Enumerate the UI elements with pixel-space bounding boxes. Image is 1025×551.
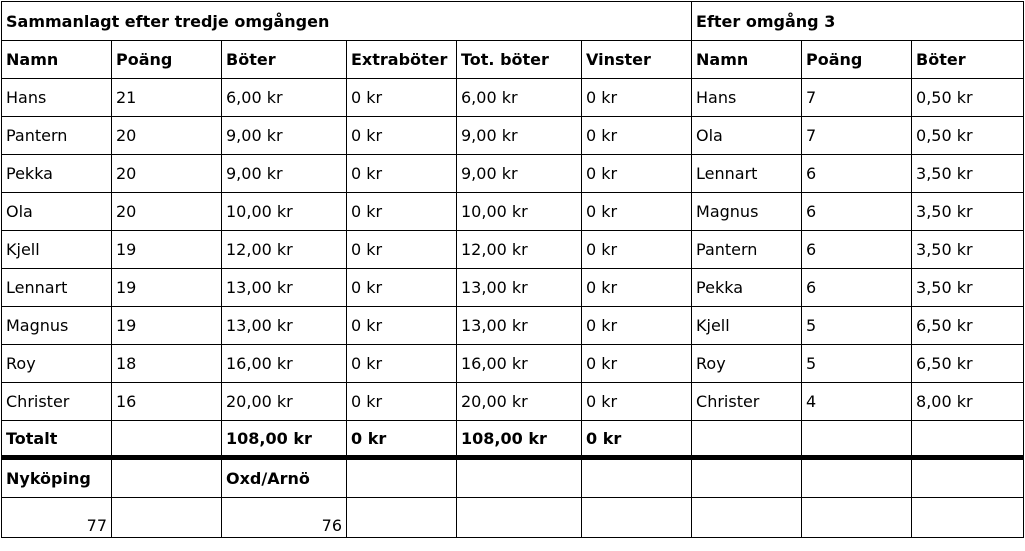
total-cell-empty — [692, 421, 802, 458]
cell-right-boter: 3,50 kr — [912, 269, 1024, 307]
total-cell-empty — [112, 421, 222, 458]
header-right-poang: Poäng — [802, 41, 912, 79]
table-row — [2, 117, 1024, 155]
cell-boter: 9,00 kr — [222, 155, 347, 193]
cell-vinster: 0 kr — [582, 155, 692, 193]
cell-right-name: Pantern — [692, 231, 802, 269]
total-row — [2, 421, 1024, 458]
header-right-namn: Namn — [692, 41, 802, 79]
cell-right-boter: 3,50 kr — [912, 231, 1024, 269]
team-score-row — [2, 498, 1024, 538]
empty-cell — [457, 498, 582, 538]
cell-poang: 19 — [112, 231, 222, 269]
cell-name: Pantern — [2, 117, 112, 155]
empty-cell — [692, 498, 802, 538]
results-table — [1, 1, 1024, 538]
total-label: Totalt — [2, 421, 112, 458]
empty-cell — [692, 458, 802, 498]
header-namn: Namn — [2, 41, 112, 79]
cell-right-boter: 6,50 kr — [912, 307, 1024, 345]
header-extraboter: Extraböter — [347, 41, 457, 79]
cell-tot-boter: 10,00 kr — [457, 193, 582, 231]
cell-right-name: Kjell — [692, 307, 802, 345]
cell-poang: 19 — [112, 307, 222, 345]
cell-boter: 20,00 kr — [222, 383, 347, 421]
table-row — [2, 345, 1024, 383]
cell-right-poang: 5 — [802, 345, 912, 383]
cell-right-boter: 3,50 kr — [912, 193, 1024, 231]
cell-right-name: Lennart — [692, 155, 802, 193]
cell-vinster: 0 kr — [582, 345, 692, 383]
cell-right-poang: 6 — [802, 231, 912, 269]
empty-cell — [912, 498, 1024, 538]
empty-cell — [112, 498, 222, 538]
total-cell-empty — [802, 421, 912, 458]
cell-name: Lennart — [2, 269, 112, 307]
empty-cell — [582, 458, 692, 498]
header-right-boter: Böter — [912, 41, 1024, 79]
empty-cell — [347, 458, 457, 498]
cell-right-name: Magnus — [692, 193, 802, 231]
header-row — [2, 41, 1024, 79]
team1-score: 77 — [2, 498, 112, 538]
cell-name: Magnus — [2, 307, 112, 345]
cell-vinster: 0 kr — [582, 307, 692, 345]
cell-tot-boter: 6,00 kr — [457, 79, 582, 117]
total-extraboter: 0 kr — [347, 421, 457, 458]
cell-boter: 16,00 kr — [222, 345, 347, 383]
cell-right-boter: 3,50 kr — [912, 155, 1024, 193]
empty-cell — [457, 458, 582, 498]
cell-tot-boter: 12,00 kr — [457, 231, 582, 269]
cell-extraboter: 0 kr — [347, 231, 457, 269]
cell-name: Christer — [2, 383, 112, 421]
cell-extraboter: 0 kr — [347, 117, 457, 155]
section-title-row — [2, 2, 1024, 41]
table-row — [2, 231, 1024, 269]
cell-right-name: Hans — [692, 79, 802, 117]
cell-boter: 12,00 kr — [222, 231, 347, 269]
table-row — [2, 307, 1024, 345]
cell-boter: 13,00 kr — [222, 269, 347, 307]
header-poang: Poäng — [112, 41, 222, 79]
cell-right-poang: 6 — [802, 155, 912, 193]
cell-extraboter: 0 kr — [347, 269, 457, 307]
cell-extraboter: 0 kr — [347, 307, 457, 345]
cell-right-poang: 7 — [802, 117, 912, 155]
cell-right-boter: 0,50 kr — [912, 117, 1024, 155]
empty-cell — [802, 458, 912, 498]
cell-boter: 10,00 kr — [222, 193, 347, 231]
team1-name: Nyköping — [2, 458, 112, 498]
team-name-row — [2, 458, 1024, 498]
cell-extraboter: 0 kr — [347, 79, 457, 117]
table-row — [2, 193, 1024, 231]
cell-tot-boter: 13,00 kr — [457, 269, 582, 307]
empty-cell — [912, 458, 1024, 498]
left-section-title: Sammanlagt efter tredje omgången — [2, 2, 692, 41]
cell-boter: 13,00 kr — [222, 307, 347, 345]
total-tot-boter: 108,00 kr — [457, 421, 582, 458]
cell-right-poang: 6 — [802, 193, 912, 231]
total-vinster: 0 kr — [582, 421, 692, 458]
cell-vinster: 0 kr — [582, 383, 692, 421]
total-boter: 108,00 kr — [222, 421, 347, 458]
cell-name: Pekka — [2, 155, 112, 193]
cell-vinster: 0 kr — [582, 231, 692, 269]
cell-vinster: 0 kr — [582, 193, 692, 231]
cell-boter: 9,00 kr — [222, 117, 347, 155]
cell-tot-boter: 20,00 kr — [457, 383, 582, 421]
cell-tot-boter: 13,00 kr — [457, 307, 582, 345]
cell-poang: 19 — [112, 269, 222, 307]
cell-name: Hans — [2, 79, 112, 117]
cell-vinster: 0 kr — [582, 269, 692, 307]
cell-right-name: Pekka — [692, 269, 802, 307]
empty-cell — [582, 498, 692, 538]
cell-right-poang: 7 — [802, 79, 912, 117]
empty-cell — [347, 498, 457, 538]
cell-poang: 20 — [112, 117, 222, 155]
cell-right-poang: 5 — [802, 307, 912, 345]
right-section-title: Efter omgång 3 — [692, 2, 1024, 41]
cell-extraboter: 0 kr — [347, 193, 457, 231]
cell-name: Kjell — [2, 231, 112, 269]
cell-extraboter: 0 kr — [347, 155, 457, 193]
table-row — [2, 269, 1024, 307]
team2-score: 76 — [222, 498, 347, 538]
header-boter: Böter — [222, 41, 347, 79]
cell-name: Roy — [2, 345, 112, 383]
team2-name: Oxd/Arnö — [222, 458, 347, 498]
cell-poang: 21 — [112, 79, 222, 117]
cell-right-boter: 0,50 kr — [912, 79, 1024, 117]
cell-extraboter: 0 kr — [347, 383, 457, 421]
header-vinster: Vinster — [582, 41, 692, 79]
table-row — [2, 155, 1024, 193]
cell-right-boter: 8,00 kr — [912, 383, 1024, 421]
cell-vinster: 0 kr — [582, 79, 692, 117]
cell-right-boter: 6,50 kr — [912, 345, 1024, 383]
cell-extraboter: 0 kr — [347, 345, 457, 383]
cell-tot-boter: 16,00 kr — [457, 345, 582, 383]
total-cell-empty — [912, 421, 1024, 458]
cell-right-name: Christer — [692, 383, 802, 421]
table-row — [2, 383, 1024, 421]
cell-right-name: Ola — [692, 117, 802, 155]
cell-boter: 6,00 kr — [222, 79, 347, 117]
empty-cell — [802, 498, 912, 538]
empty-cell — [112, 458, 222, 498]
cell-name: Ola — [2, 193, 112, 231]
header-tot-boter: Tot. böter — [457, 41, 582, 79]
cell-poang: 18 — [112, 345, 222, 383]
cell-poang: 16 — [112, 383, 222, 421]
cell-right-name: Roy — [692, 345, 802, 383]
cell-tot-boter: 9,00 kr — [457, 155, 582, 193]
cell-tot-boter: 9,00 kr — [457, 117, 582, 155]
cell-right-poang: 6 — [802, 269, 912, 307]
cell-vinster: 0 kr — [582, 117, 692, 155]
cell-right-poang: 4 — [802, 383, 912, 421]
cell-poang: 20 — [112, 155, 222, 193]
cell-poang: 20 — [112, 193, 222, 231]
table-row — [2, 79, 1024, 117]
